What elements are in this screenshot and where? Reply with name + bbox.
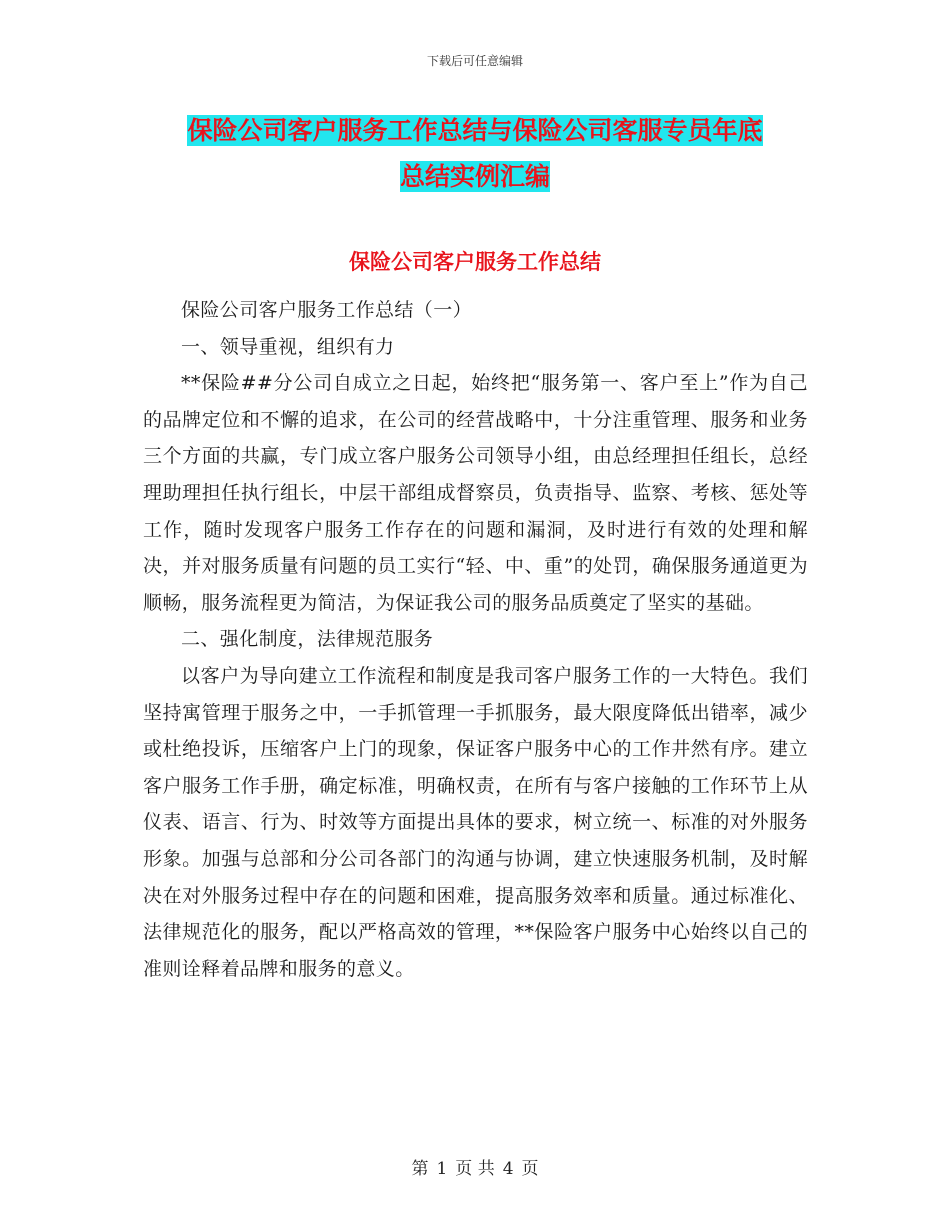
footer-prefix: 第 [411,1159,429,1179]
footer-suffix: 页 [521,1159,539,1179]
document-title [140,108,810,200]
footer-page-total: 4 [502,1159,514,1179]
paragraph-body-2: 以客户为导向建立工作流程和制度是我司客户服务工作的一大特色。我们坚持寓管理于服务之中，一手抓管理一手抓服务，最大限度降低出错率，减少或杜绝投诉，压缩客户上门的现象，保证客户服务中心的工作井然有序。建立客户服务工作手册，确定标准，明确权责，在所有与客户接触的工作环节上从仪表、语言、行为、时效等方面提出具体的要求，树立统一、标准的对外服务形象。加强与总部和分公司各部门的沟通与协调，建立快速服务机制，及时解决在对外服务过程中存在的问题和困难，提高服务效率和质量。通过标准化、法律规范化的服务，配以严格高效的管理，**保险客户服务中心始终以自己的准则诠释着品牌和服务的意义。 [143,664,808,980]
document-title-line-1: 保险公司客户服务工作总结与保险公司客服专员年底 [187,116,763,145]
paragraph-subtitle: 保险公司客户服务工作总结（一） [181,299,473,321]
paragraph-heading-2: 二、强化制度，法律规范服务 [181,628,434,651]
header-note: 下载后可任意编辑 [426,54,523,68]
paragraph-heading-1: 一、领导重视，组织有力 [181,335,395,358]
section-title: 保险公司客户服务工作总结 [349,250,601,274]
paragraph-body-1: **保险##分公司自成立之日起，始终把“服务第一、客户至上”作为自己的品牌定位和不懈的追求，在公司的经营战略中，十分注重管理、服务和业务三个方面的共赢，专门成立客户服务公司领导小组，由总经理担任组长，总经理助理担任执行组长，中层干部组成督察员，负责指导、监察、考核、惩处等工作，随时发现客户服务工作存在的问题和漏洞，及时进行有效的处理和解决，并对服务质量有问题的员工实行“轻、中、重”的处罚，确保服务通道更为顺畅，服务流程更为简洁，为保证我公司的服务品质奠定了坚实的基础。 [143,372,808,614]
page-footer [0,1154,950,1179]
document-title-line-2: 总结实例汇编 [399,162,550,191]
footer-mid: 页 共 [455,1159,495,1179]
body-text [143,292,808,987]
footer-page-number: 1 [436,1159,448,1179]
